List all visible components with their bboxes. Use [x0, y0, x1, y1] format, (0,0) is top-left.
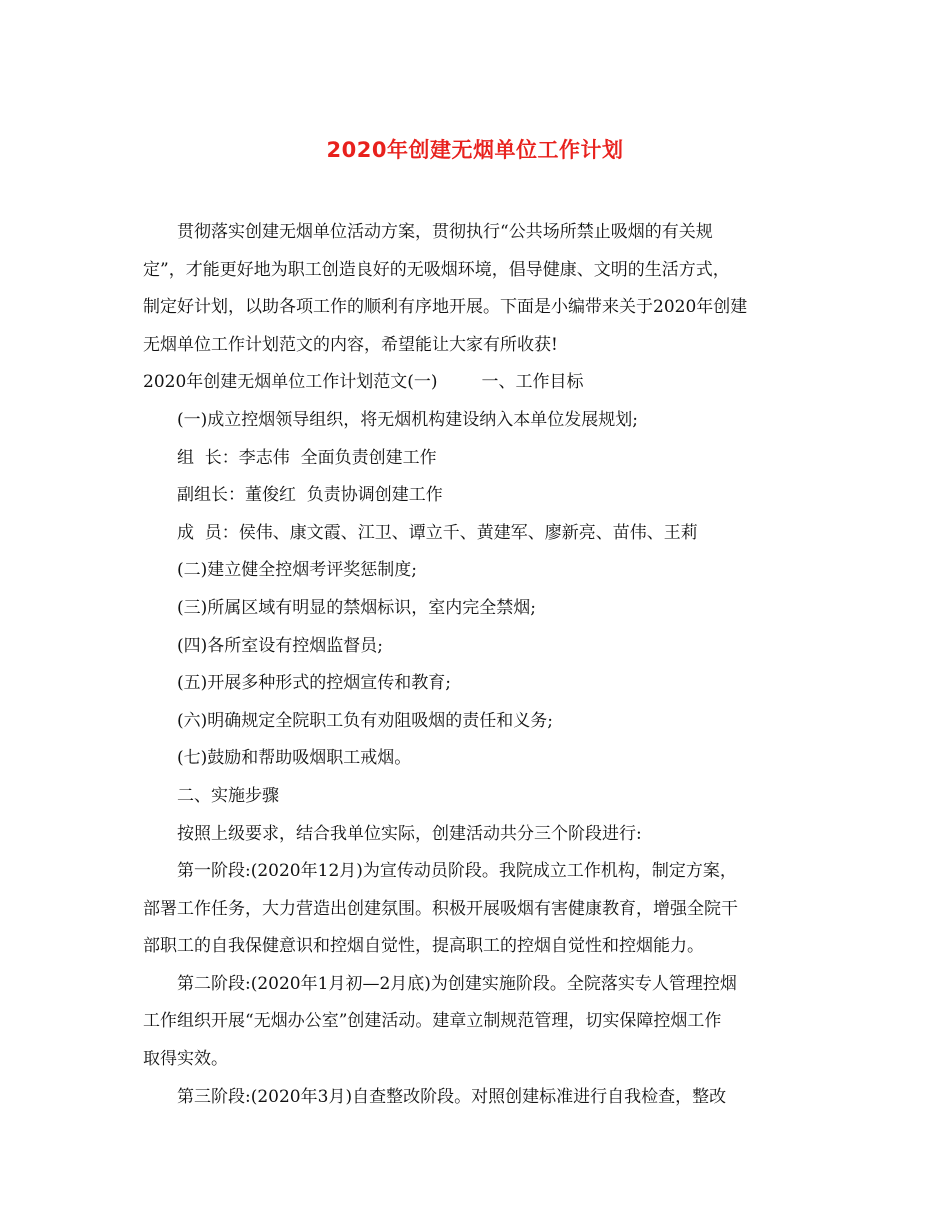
deputy-line: 副组长：董俊红 负责协调创建工作	[177, 485, 443, 506]
stage-line: 第三阶段:(2020年3月)自查整改阶段。对照创建标准进行自我检查，整改	[177, 1086, 727, 1107]
stage-line: 取得实效。	[143, 1049, 228, 1070]
sample-heading-line	[143, 364, 813, 402]
goal-item: (二)建立健全控烟考评奖惩制度;	[177, 560, 417, 581]
stage-line: 部署工作任务，大力营造出创建氛围。积极开展吸烟有害健康教育，增强全院干	[143, 898, 738, 919]
document-body	[143, 214, 813, 1116]
section-heading-steps: 二、实施步骤	[177, 785, 279, 806]
sample-heading: 2020年创建无烟单位工作计划范文(一)	[143, 372, 438, 393]
section-heading-goals: 一、工作目标	[481, 372, 584, 393]
stage-3-paragraph	[143, 1079, 813, 1117]
intro-line: 定”，才能更好地为职工创造良好的无吸烟环境，倡导健康、文明的生活方式，	[143, 259, 730, 280]
stage-line: 工作组织开展“无烟办公室”创建活动。建章立制规范管理，切实保障控烟工作	[143, 1011, 722, 1032]
stage-line: 第一阶段:(2020年12月)为宣传动员阶段。我院成立工作机构，制定方案，	[177, 861, 737, 882]
stage-1-paragraph	[143, 853, 813, 966]
document-title: 2020年创建无烟单位工作计划	[326, 138, 624, 162]
intro-line: 贯彻落实创建无烟单位活动方案，贯彻执行“公共场所禁止吸烟的有关规	[177, 222, 713, 242]
goal-item: (五)开展多种形式的控烟宣传和教育;	[177, 673, 451, 694]
goal-item: (三)所属区域有明显的禁烟标识，室内完全禁烟;	[177, 597, 536, 618]
goal-item: (四)各所室设有控烟监督员;	[177, 635, 383, 656]
stage-line: 第二阶段:(2020年1月初—2月底)为创建实施阶段。全院落实专人管理控烟	[177, 973, 737, 994]
goal-item: (七)鼓励和帮助吸烟职工戒烟。	[177, 748, 412, 769]
intro-paragraph	[143, 214, 813, 364]
leader-line: 组 长：李志伟 全面负责创建工作	[177, 447, 437, 468]
intro-line: 无烟单位工作计划范文的内容，希望能让大家有所收获!	[143, 334, 558, 355]
members-line: 成 员：侯伟、康文霞、江卫、谭立千、黄建军、廖新亮、苗伟、王莉	[177, 522, 698, 543]
stage-2-paragraph	[143, 966, 813, 1079]
intro-line: 制定好计划，以助各项工作的顺利有序地开展。下面是小编带来关于2020年创建	[143, 297, 748, 318]
goal-item: (一)成立控烟领导组织，将无烟机构建设纳入本单位发展规划;	[177, 409, 638, 430]
steps-intro: 按照上级要求，结合我单位实际，创建活动共分三个阶段进行:	[177, 823, 642, 844]
stage-line: 部职工的自我保健意识和控烟自觉性，提高职工的控烟自觉性和控烟能力。	[143, 936, 704, 957]
goal-item: (六)明确规定全院职工负有劝阻吸烟的责任和义务;	[177, 710, 553, 731]
